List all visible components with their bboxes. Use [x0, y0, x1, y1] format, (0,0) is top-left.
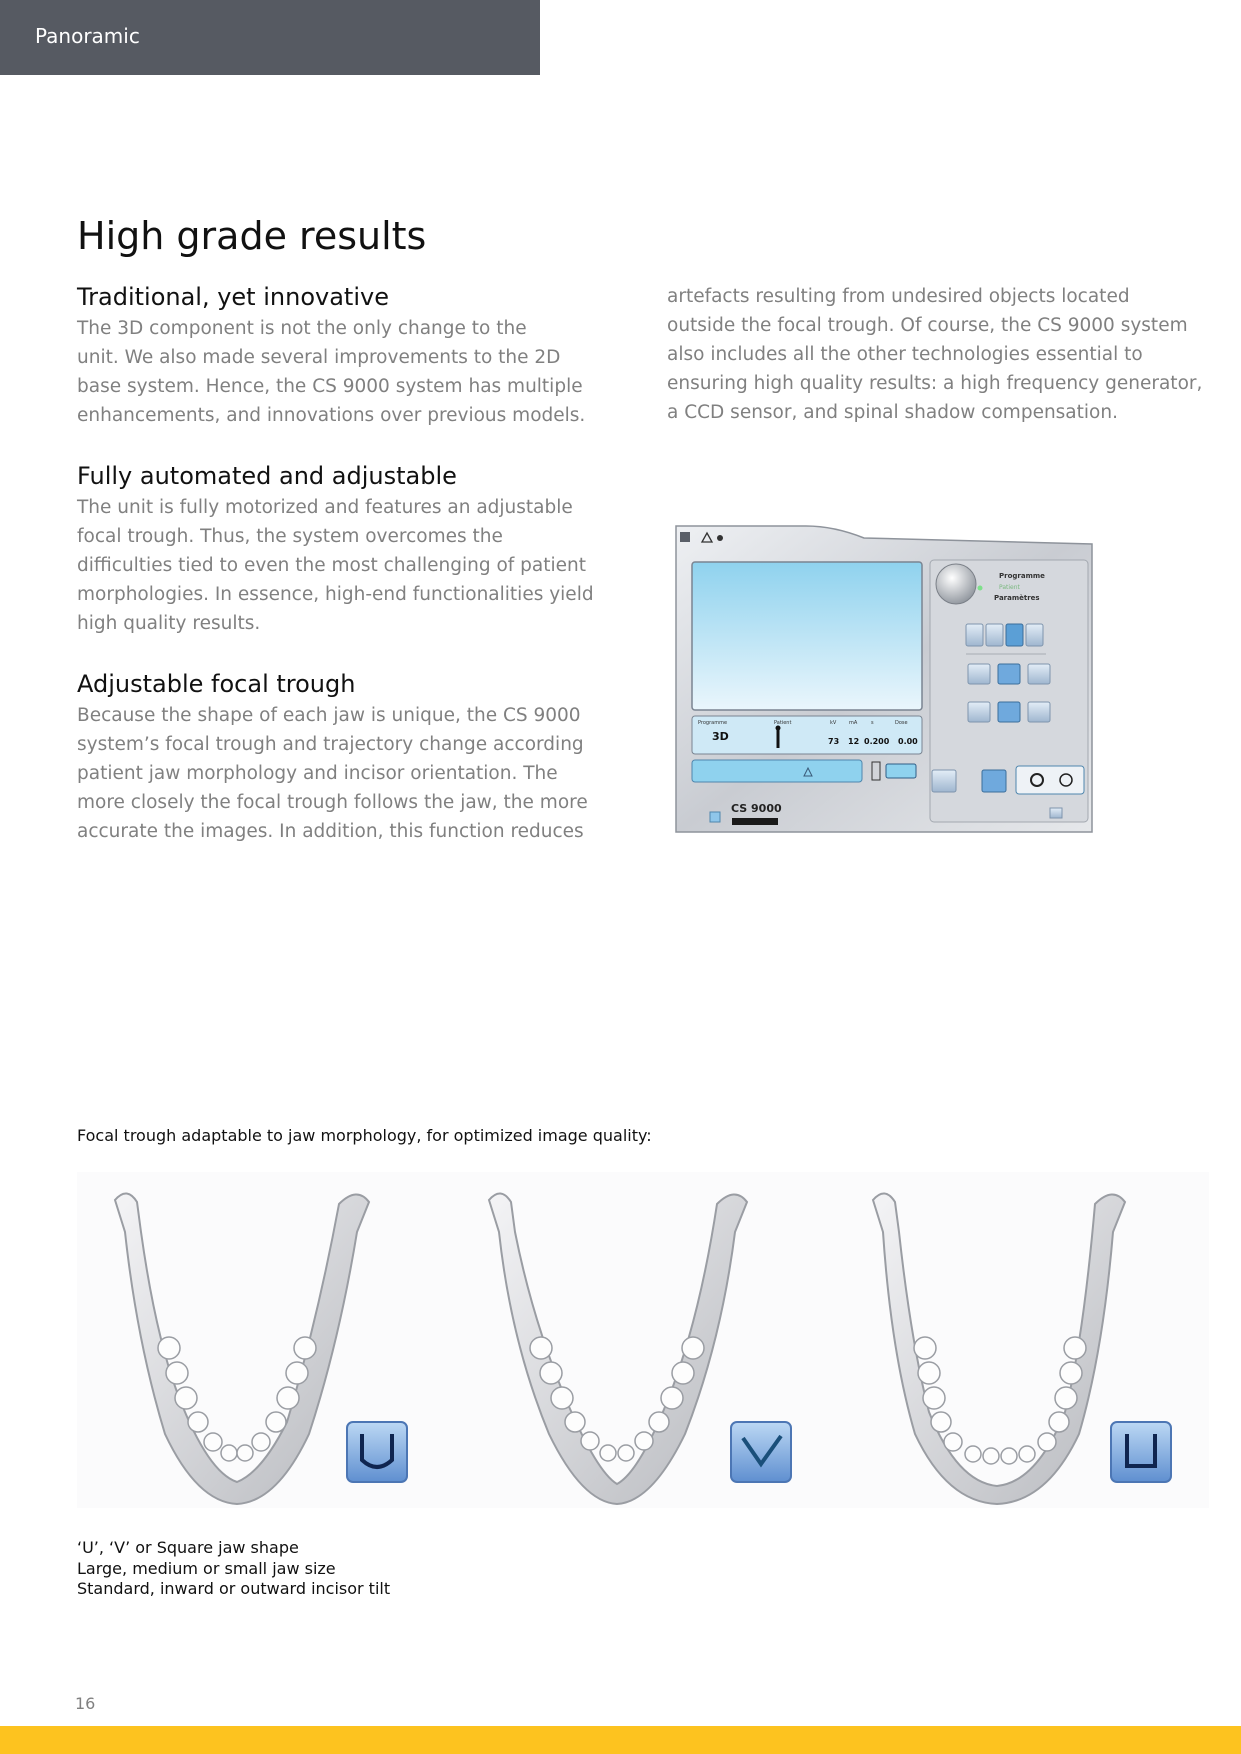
info-header-programme: Programme — [698, 720, 728, 726]
figure-caption: Focal trough adaptable to jaw morphology, for optimized image quality: — [77, 1126, 652, 1145]
jaw-notes — [77, 1538, 390, 1600]
section-label: Panoramic — [35, 24, 140, 48]
settings-button[interactable] — [1050, 808, 1062, 818]
readout-kv: 73 — [828, 737, 840, 746]
incisor-tilt-button[interactable] — [998, 702, 1020, 722]
paragraph-automated — [77, 493, 594, 638]
lock-icon — [680, 532, 690, 542]
image-button[interactable] — [982, 770, 1006, 792]
jaw-shape-u-button[interactable] — [968, 664, 990, 684]
text-line: artefacts resulting from undesired objects located — [667, 286, 1130, 307]
text-line: focal trough. Thus, the system overcomes the — [77, 526, 503, 547]
selector-knob[interactable] — [936, 564, 976, 604]
text-line: The 3D component is not the only change to the — [77, 318, 527, 339]
jaw-u-shape — [115, 1193, 407, 1504]
text-line: unit. We also made several improvements to the 2D — [77, 347, 561, 368]
patient-size-button[interactable] — [986, 624, 1003, 646]
info-header-kv: kV — [830, 720, 837, 726]
text-line: ensuring high quality results: a high frequency generator, — [667, 373, 1203, 394]
heading-traditional: Traditional, yet innovative — [77, 283, 389, 311]
jaw-v-shape — [489, 1193, 791, 1504]
text-line: morphologies. In essence, high-end functionalities yield — [77, 584, 594, 605]
readout-time: 0.200 — [864, 737, 890, 746]
text-line: also includes all the other technologies essential to — [667, 344, 1143, 365]
text-line: base system. Hence, the CS 9000 system has multiple — [77, 376, 583, 397]
text-line: outside the focal trough. Of course, the CS 9000 system — [667, 315, 1188, 336]
help-icon[interactable] — [710, 812, 720, 822]
jaw-shape-square-button[interactable] — [1028, 664, 1050, 684]
readout-ma: 12 — [848, 737, 860, 746]
incisor-tilt-button[interactable] — [1028, 702, 1050, 722]
page-title: High grade results — [77, 214, 427, 258]
text-line: patient jaw morphology and incisor orientation. The — [77, 763, 558, 784]
text-line: a CCD sensor, and spinal shadow compensation. — [667, 402, 1118, 423]
text-line: high quality results. — [77, 613, 261, 634]
note-line: ‘U’, ‘V’ or Square jaw shape — [77, 1538, 299, 1557]
heading-automated: Fully automated and adjustable — [77, 462, 457, 490]
menu-programme[interactable]: Programme — [999, 572, 1045, 580]
radiation-icon — [717, 535, 723, 541]
mode-button[interactable] — [886, 764, 916, 778]
program-badge: 3D — [712, 730, 729, 743]
info-header-dose: Dose — [895, 720, 908, 726]
paragraph-focal-trough — [77, 701, 588, 846]
brand-logo: CS 9000 — [731, 802, 782, 815]
menu-patient[interactable]: Patient — [999, 584, 1020, 591]
paragraph-traditional — [77, 314, 585, 430]
incisor-tilt-button[interactable] — [968, 702, 990, 722]
text-line: difficulties tied to even the most challenging of patient — [77, 555, 587, 576]
power-panel — [1016, 766, 1084, 794]
patient-size-button[interactable] — [966, 624, 983, 646]
section-tab — [0, 0, 540, 75]
jaw-shape-illustrations — [77, 1172, 1209, 1508]
status-bar — [692, 760, 862, 782]
footer-bar — [0, 1726, 1241, 1754]
patient-size-button[interactable] — [1026, 624, 1043, 646]
info-header-ma: mA — [849, 720, 858, 726]
info-header-patient: Patient — [774, 720, 792, 726]
text-line: enhancements, and innovations over previous models. — [77, 405, 586, 426]
note-line: Large, medium or small jaw size — [77, 1558, 336, 1578]
info-header-s: s — [871, 720, 874, 726]
menu-parametres[interactable]: Paramètres — [994, 594, 1040, 602]
preview-screen — [692, 562, 922, 710]
text-line: system’s focal trough and trajectory change according — [77, 734, 584, 755]
page-number: 16 — [75, 1694, 96, 1713]
text-line: Because the shape of each jaw is unique, the CS 9000 — [77, 705, 581, 726]
jaw-square-shape — [873, 1193, 1171, 1504]
patient-size-button[interactable] — [1006, 624, 1023, 646]
readout-dose: 0.00 — [898, 737, 918, 746]
control-panel-image — [674, 524, 1094, 834]
jaw-shape-v-button[interactable] — [998, 664, 1020, 684]
exam-type-button[interactable] — [932, 770, 956, 792]
heading-focal-trough: Adjustable focal trough — [77, 670, 356, 698]
text-line: more closely the focal trough follows the jaw, the more — [77, 792, 588, 813]
paragraph-continuation — [667, 282, 1202, 427]
text-line: The unit is fully motorized and features an adjustable — [77, 497, 573, 518]
text-line: accurate the images. In addition, this function reduces — [77, 821, 584, 842]
note-line: Standard, inward or outward incisor tilt — [77, 1579, 391, 1598]
